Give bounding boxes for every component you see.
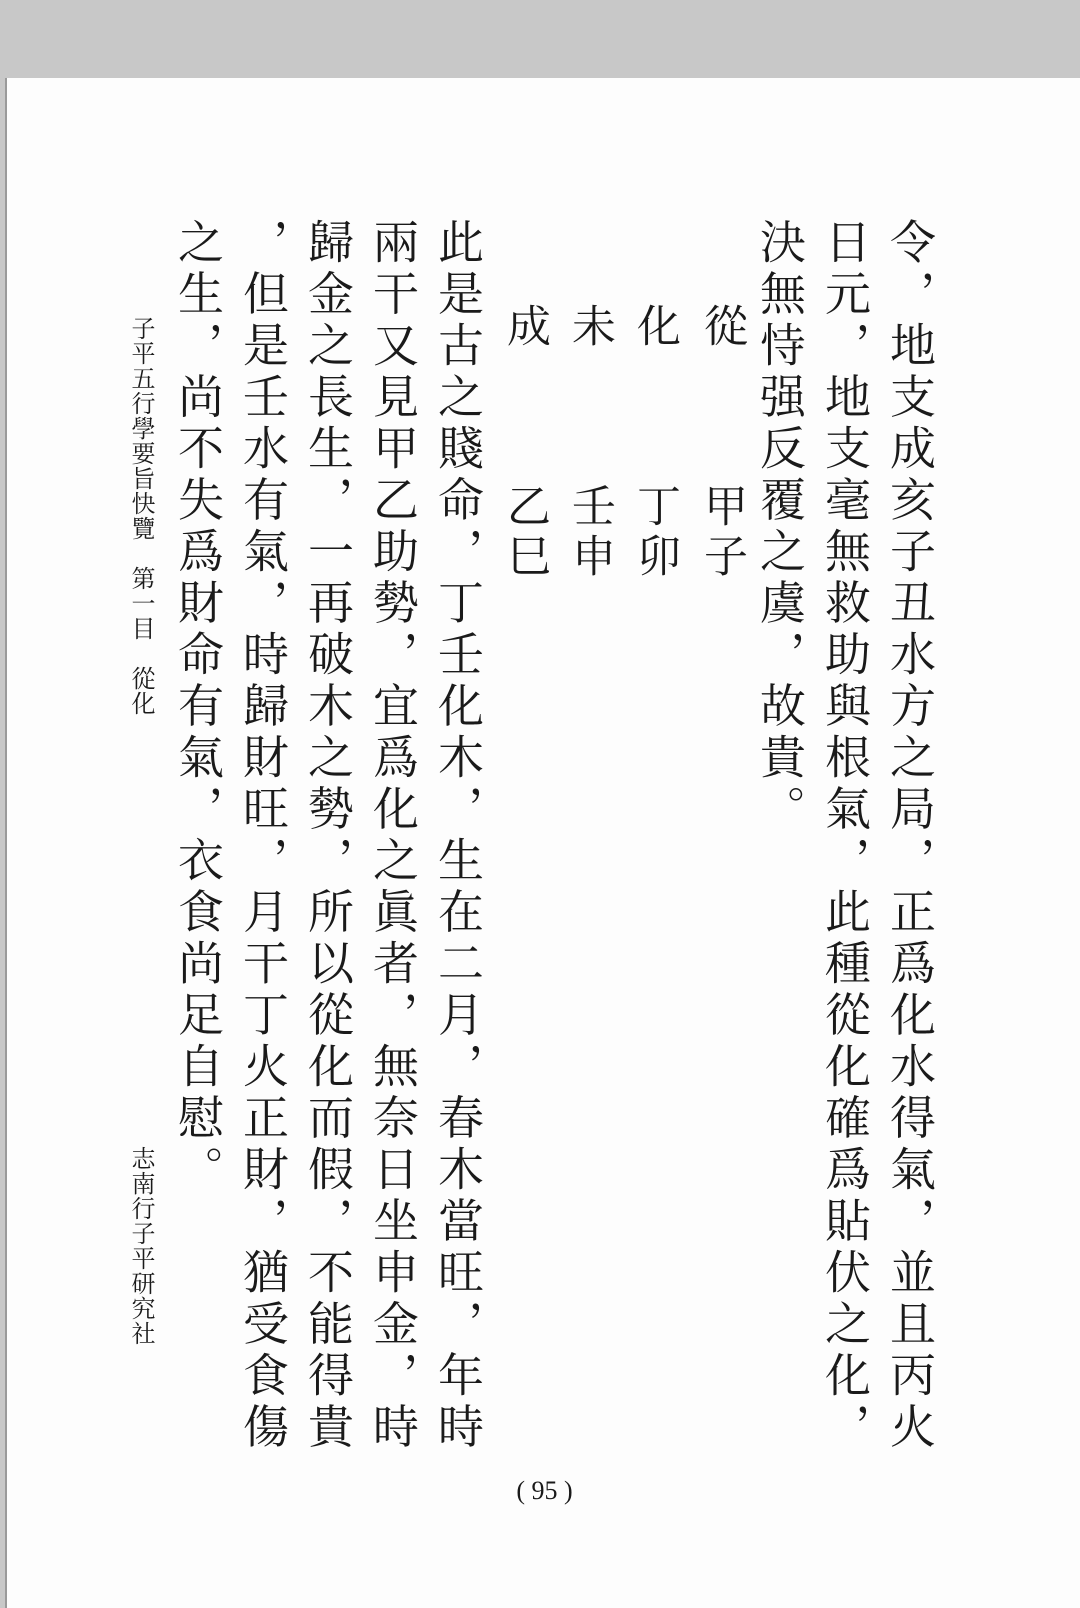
chart-pillar-3: 壬申: [564, 483, 615, 583]
commentary-column-1: 此是古之賤命，丁壬化木，生在二月，春木當旺，年時: [431, 218, 485, 1454]
chart-label-3: 未: [564, 303, 615, 353]
body-column-1: 令，地支成亥子丑水方之局，正爲化水得氣，並且丙火: [883, 218, 937, 1454]
body-column-3: 決無恃强反覆之虞，故貴。: [753, 218, 807, 836]
commentary-column-3: 歸金之長生，一再破木之勢，所以從化而假，不能得貴: [301, 218, 355, 1454]
commentary-column-2: 兩干又見甲乙助勢，宜爲化之眞者，無奈日坐申金，時: [366, 218, 420, 1454]
chart-label-4: 成: [499, 303, 550, 353]
commentary-column-5: 之生，尚不失爲財命有氣，衣食尚足自慰。: [171, 218, 225, 1197]
chart-label-2: 化: [629, 303, 680, 353]
chart-label-1: 從: [696, 303, 747, 353]
chart-pillar-1: 甲子: [696, 483, 747, 583]
book-title-footer: 子平五行學要旨快覽 第一目 從化: [127, 316, 155, 716]
publisher-footer: 志南行子平研究社: [127, 1146, 155, 1346]
chart-pillar-4: 乙巳: [499, 483, 550, 583]
book-page: [5, 78, 1080, 1608]
body-column-2: 日元，地支毫無救助與根氣，此種從化確爲貼伏之化，: [818, 218, 872, 1454]
page-number: ( 95 ): [516, 1476, 573, 1505]
chart-pillar-2: 丁卯: [629, 483, 680, 583]
commentary-column-4: ，但是壬水有氣，時歸財旺，月干丁火正財，猶受食傷: [236, 218, 290, 1454]
